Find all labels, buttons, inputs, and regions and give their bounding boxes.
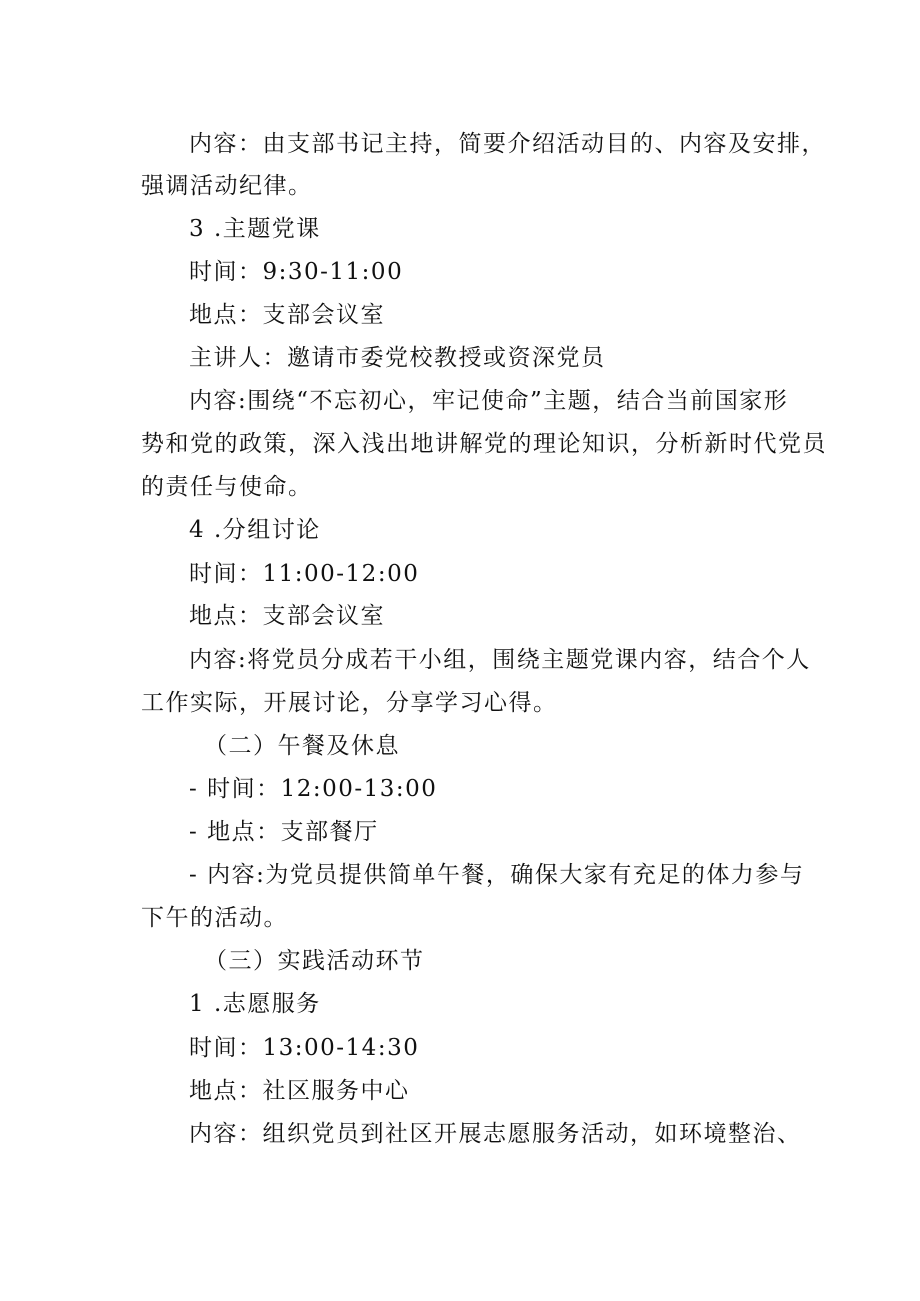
text-line: 时间：9:30-11:00	[189, 259, 404, 285]
text-line: 内容:将党员分成若干小组，围绕主题党课内容，结合个人	[189, 647, 811, 673]
text-line: 时间：11:00-12:00	[189, 561, 420, 587]
text-line: 主讲人：邀请市委党校教授或资深党员	[189, 345, 606, 371]
text-line: 地点：社区服务中心	[189, 1078, 410, 1104]
text-line: 的责任与使命。	[141, 474, 313, 500]
text-line: 时间：13:00-14:30	[189, 1035, 420, 1061]
text-line: - 地点：支部餐厅	[189, 819, 379, 845]
text-line: - 内容:为党员提供简单午餐，确保大家有充足的体力参与	[189, 862, 805, 888]
section-heading: 4 .分组讨论	[189, 517, 321, 543]
text-line: 地点：支部会议室	[189, 603, 385, 629]
text-line: - 时间：12:00-13:00	[189, 776, 438, 802]
section-heading: （二）午餐及休息	[204, 733, 400, 759]
text-line: 内容：由支部书记主持，简要介绍活动目的、内容及安排，	[189, 131, 826, 157]
text-line: 势和党的政策，深入浅出地讲解党的理论知识，分析新时代党员	[141, 431, 827, 457]
text-line: 内容:围绕“不忘初心，牢记使命”主题，结合当前国家形	[189, 388, 789, 414]
text-line: 内容：组织党员到社区开展志愿服务活动，如环境整治、	[189, 1121, 802, 1147]
text-line: 下午的活动。	[141, 905, 288, 931]
text-line: 强调活动纪律。	[141, 173, 313, 199]
section-heading: （三）实践活动环节	[204, 948, 425, 974]
text-line: 地点：支部会议室	[189, 302, 385, 328]
section-heading: 3 .主题党课	[189, 216, 321, 242]
section-heading: 1 .志愿服务	[189, 991, 321, 1017]
text-line: 工作实际，开展讨论，分享学习心得。	[141, 690, 558, 716]
